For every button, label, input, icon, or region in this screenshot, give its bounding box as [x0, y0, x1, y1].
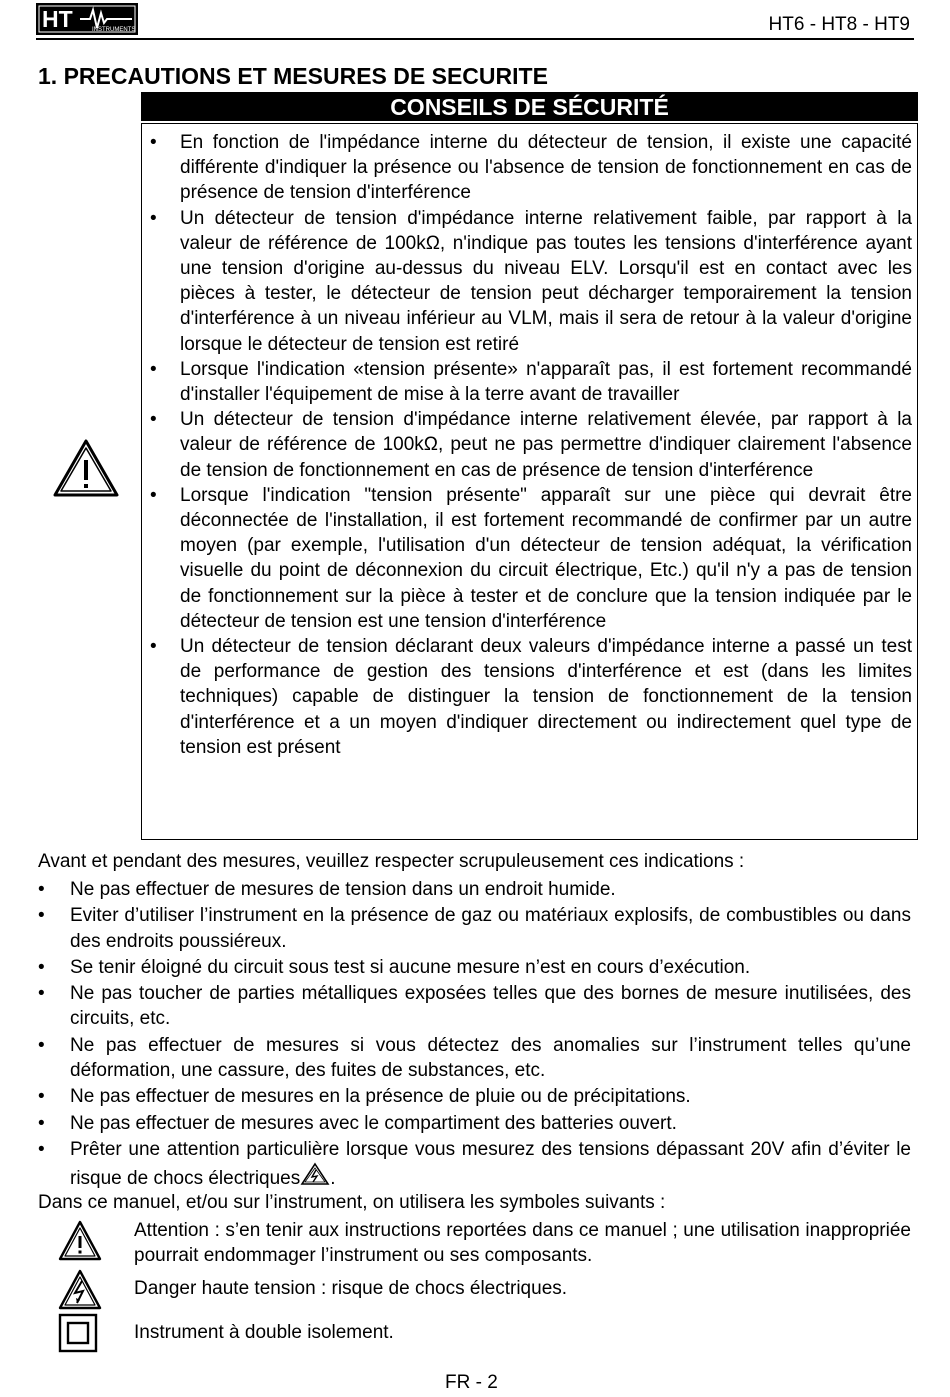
precaution-item: • Prêter une attention particulière lorsque vous mesurez des tensions dépassant 20V afin d’éviter le risque de chocs électriques .	[38, 1137, 911, 1192]
ht-logo	[36, 3, 138, 35]
page-number: FR - 2	[445, 1372, 498, 1393]
safety-tips-box	[141, 123, 918, 840]
precaution-item: • Ne pas effectuer de mesures de tension dans un endroit humide.	[38, 877, 911, 902]
logo-text: HT	[42, 6, 73, 32]
precaution-item: • Ne pas effectuer de mesures si vous détectez des anomalies sur l’instrument telles qu’une déformation, une cassure, des fuites de substances, etc.	[38, 1033, 911, 1084]
symbol-warning-text: Attention : s’en tenir aux instructions reportées dans ce manuel ; une utilisation inappropriée pourrait endommager l’instrument ou ses composants.	[134, 1220, 911, 1267]
precaution-item: • Ne pas effectuer de mesures avec le compartiment des batteries ouvert.	[38, 1111, 911, 1136]
symbols-intro: Dans ce manuel, et/ou sur l’instrument, on utilisera les symboles suivants :	[38, 1192, 666, 1213]
precaution-item: • Eviter d’utiliser l’instrument en la présence de gaz ou matériaux explosifs, de combustibles ou dans des endroits poussiéreux.	[38, 903, 911, 954]
model-names: HT6 - HT8 - HT9	[768, 14, 910, 35]
safety-tip: • Lorsque l'indication "tension présente" apparaît sur une pièce qui devrait être déconnectée de l'installation, il est fortement recommandé de confirmer par un autre moyen (par exemple, l'utilisation d'un détecteur de tension adéquat, la vérification visuelle du point de déconnexion du circuit électrique, Etc.) qu'il n'y a pas de tension de fonctionnement sur la pièce à tester et de conclure que la tension indiquée par le détecteur de tension est une tension d'interférence	[180, 483, 912, 634]
precaution-item: • Ne pas effectuer de mesures en la présence de pluie ou de précipitations.	[38, 1084, 911, 1109]
precautions-list	[38, 877, 911, 1193]
precaution-item: • Se tenir éloigné du circuit sous test si aucune mesure n’est en cours d’exécution.	[38, 955, 911, 980]
symbol-high-voltage-text: Danger haute tension : risque de chocs électriques.	[134, 1278, 568, 1299]
safety-tip: • Un détecteur de tension d'impédance interne relativement élevée, par rapport à la valeur de référence de 100kΩ, peut ne pas permettre d'indiquer clairement l'absence de tension de fonctionnement en cas de présence de tension d'interférence	[180, 407, 912, 483]
warning-triangle-icon	[58, 1219, 102, 1263]
safety-tip: • Un détecteur de tension déclarant deux valeurs d'impédance interne a passé un test de performance de gestion des tensions d'interférence et est (dans les limites techniques) capable de distinguer la tension de fonctionnement de la tension d'interférence et a un moyen d'indiquer directement ou indirectement quel type de tension est présent	[180, 634, 912, 760]
logo-subtext: INSTRUMENTS	[92, 27, 136, 33]
section-title: 1. PRECAUTIONS ET MESURES DE SECURITE	[38, 63, 548, 89]
safety-tips-list	[142, 124, 917, 760]
warning-triangle-icon	[52, 438, 120, 498]
inline-warning-icon	[300, 1162, 330, 1186]
safety-tip: • Un détecteur de tension d'impédance interne relativement faible, par rapport à la valeur de référence de 100kΩ, n'indique pas toutes les tensions d'interférence ayant une tension d'origine au-dessus du niveau ELV. Lorsqu'il est en contact avec les pièces à tester, le détecteur de tension peut décharger temporairement la tension d'interférence à un niveau inférieur au VLM, mais il sera de retour à la valeur d'origine lorsque le détecteur de tension est retiré	[180, 206, 912, 357]
double-insulation-icon	[58, 1313, 98, 1353]
safety-box-title: CONSEILS DE SÉCURITÉ	[141, 92, 918, 121]
high-voltage-icon	[58, 1268, 102, 1312]
safety-tip: • Lorsque l'indication «tension présente» n'apparaît pas, il est fortement recommandé d'installer l'équipement de mise à la terre avant de travailler	[180, 357, 912, 407]
precautions-intro: Avant et pendant des mesures, veuillez respecter scrupuleusement ces indications :	[38, 851, 745, 872]
precaution-item: • Ne pas toucher de parties métalliques exposées telles que des bornes de mesure inutilisées, des circuits, etc.	[38, 981, 911, 1032]
symbol-double-insulation-text: Instrument à double isolement.	[134, 1322, 394, 1343]
header-rule	[36, 38, 914, 40]
safety-tip: • En fonction de l'impédance interne du détecteur de tension, il existe une capacité différente d'indiquer la présence ou l'absence de tension de fonctionnement en cas de présence de tension d'interférence	[180, 130, 912, 206]
